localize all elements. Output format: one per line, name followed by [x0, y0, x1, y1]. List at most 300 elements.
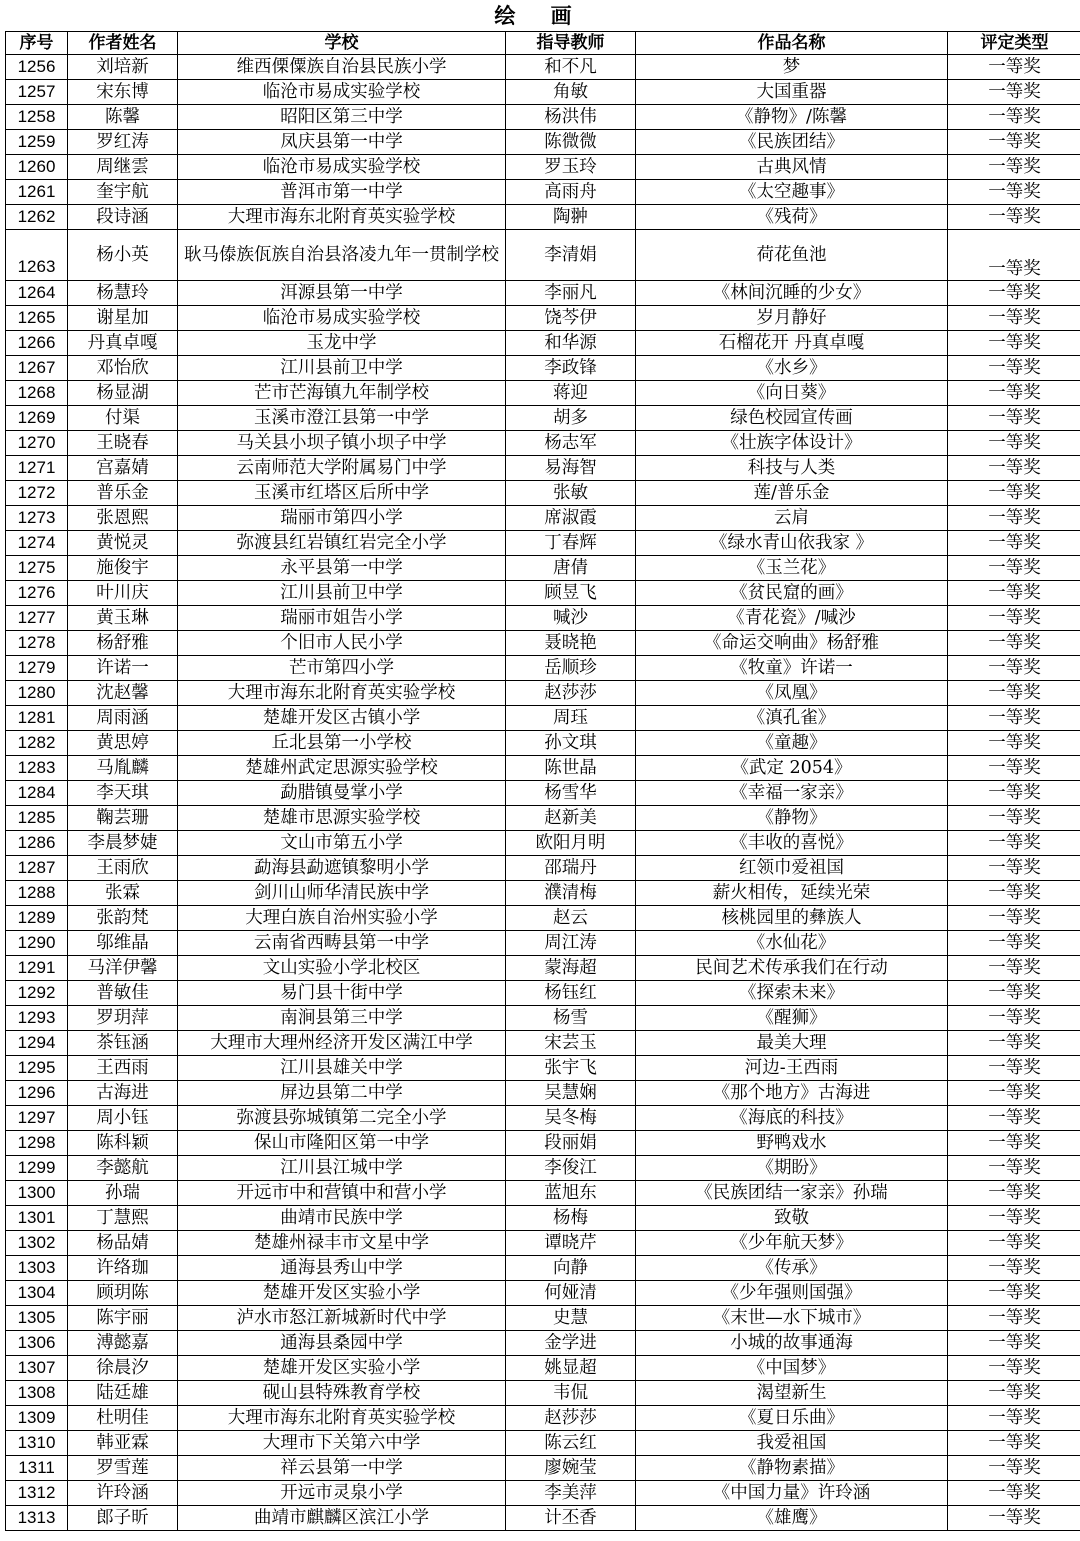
table-row — [6, 506, 1080, 531]
table-row — [6, 1381, 1080, 1406]
row-number: 1257 — [6, 80, 68, 105]
teacher-name: 段丽娟 — [506, 1131, 636, 1156]
row-number: 1301 — [6, 1206, 68, 1231]
work-title: 《那个地方》古海进 — [636, 1081, 948, 1106]
teacher-name: 陈微微 — [506, 130, 636, 155]
work-title: 绿色校园宣传画 — [636, 406, 948, 431]
work-title: 《期盼》 — [636, 1156, 948, 1181]
work-title: 《水乡》 — [636, 356, 948, 381]
table-row — [6, 756, 1080, 781]
school-name: 曲靖市麒麟区滨江小学 — [178, 1506, 506, 1531]
award-grade: 一等奖 — [948, 556, 1080, 581]
award-grade: 一等奖 — [948, 506, 1080, 531]
row-number: 1310 — [6, 1431, 68, 1456]
award-grade: 一等奖 — [948, 456, 1080, 481]
table-row — [6, 456, 1080, 481]
school-name: 大理市海东北附育英实验学校 — [178, 205, 506, 230]
teacher-name: 杨梅 — [506, 1206, 636, 1231]
work-title: 《幸福一家亲》 — [636, 781, 948, 806]
work-title: 渴望新生 — [636, 1381, 948, 1406]
row-number: 1284 — [6, 781, 68, 806]
row-number: 1283 — [6, 756, 68, 781]
school-name: 祥云县第一中学 — [178, 1456, 506, 1481]
school-name: 弥渡县红岩镇红岩完全小学 — [178, 531, 506, 556]
work-title: 大国重器 — [636, 80, 948, 105]
author-name: 孙瑞 — [68, 1181, 178, 1206]
award-grade: 一等奖 — [948, 606, 1080, 631]
teacher-name: 金学进 — [506, 1331, 636, 1356]
school-name: 江川县雄关中学 — [178, 1056, 506, 1081]
work-title: 《水仙花》 — [636, 931, 948, 956]
award-grade: 一等奖 — [948, 130, 1080, 155]
teacher-name: 杨洪伟 — [506, 105, 636, 130]
author-name: 罗红涛 — [68, 130, 178, 155]
author-name: 韩亚霖 — [68, 1431, 178, 1456]
author-name: 杨显湖 — [68, 381, 178, 406]
author-name: 杨品婧 — [68, 1231, 178, 1256]
author-name: 陈馨 — [68, 105, 178, 130]
row-number: 1263 — [6, 230, 68, 281]
school-name: 大理市海东北附育英实验学校 — [178, 1406, 506, 1431]
row-number: 1267 — [6, 356, 68, 381]
row-number: 1272 — [6, 481, 68, 506]
work-title: 野鸭戏水 — [636, 1131, 948, 1156]
author-name: 陈宇丽 — [68, 1306, 178, 1331]
work-title: 《凤凰》 — [636, 681, 948, 706]
author-name: 付渠 — [68, 406, 178, 431]
author-name: 顾玥陈 — [68, 1281, 178, 1306]
teacher-name: 李丽凡 — [506, 281, 636, 306]
award-grade: 一等奖 — [948, 956, 1080, 981]
table-row — [6, 230, 1080, 281]
award-grade: 一等奖 — [948, 230, 1080, 281]
work-title: 《少年航天梦》 — [636, 1231, 948, 1256]
work-title: 我爱祖国 — [636, 1431, 948, 1456]
work-title: 《绿水青山依我家 》 — [636, 531, 948, 556]
table-row — [6, 306, 1080, 331]
award-grade: 一等奖 — [948, 1381, 1080, 1406]
teacher-name: 赵云 — [506, 906, 636, 931]
work-title: 《传承》 — [636, 1256, 948, 1281]
author-name: 普乐金 — [68, 481, 178, 506]
header-row — [6, 32, 1080, 55]
author-name: 许玲涵 — [68, 1481, 178, 1506]
teacher-name: 杨雪 — [506, 1006, 636, 1031]
author-name: 李懿航 — [68, 1156, 178, 1181]
school-name: 南涧县第三中学 — [178, 1006, 506, 1031]
teacher-name: 张敏 — [506, 481, 636, 506]
work-title: 致敬 — [636, 1206, 948, 1231]
teacher-name: 周江涛 — [506, 931, 636, 956]
row-number: 1297 — [6, 1106, 68, 1131]
author-name: 许络珈 — [68, 1256, 178, 1281]
table-row — [6, 831, 1080, 856]
work-title: 《静物素描》 — [636, 1456, 948, 1481]
table-row — [6, 155, 1080, 180]
table-row — [6, 1181, 1080, 1206]
row-number: 1296 — [6, 1081, 68, 1106]
row-number: 1285 — [6, 806, 68, 831]
teacher-name: 顾昱飞 — [506, 581, 636, 606]
author-name: 王西雨 — [68, 1056, 178, 1081]
work-title: 《林间沉睡的少女》 — [636, 281, 948, 306]
award-grade: 一等奖 — [948, 731, 1080, 756]
work-title: 民间艺术传承我们在行动 — [636, 956, 948, 981]
teacher-name: 邵瑞丹 — [506, 856, 636, 881]
author-name: 王晓春 — [68, 431, 178, 456]
award-grade: 一等奖 — [948, 1256, 1080, 1281]
work-title: 《命运交响曲》杨舒雅 — [636, 631, 948, 656]
school-name: 凤庆县第一中学 — [178, 130, 506, 155]
author-name: 叶川庆 — [68, 581, 178, 606]
teacher-name: 席淑霞 — [506, 506, 636, 531]
author-name: 杜明佳 — [68, 1406, 178, 1431]
table-row — [6, 180, 1080, 205]
table-row — [6, 1081, 1080, 1106]
award-grade: 一等奖 — [948, 631, 1080, 656]
award-grade: 一等奖 — [948, 1331, 1080, 1356]
page-title: 绘 画 — [494, 4, 586, 28]
row-number: 1268 — [6, 381, 68, 406]
school-name: 云南省西畴县第一中学 — [178, 931, 506, 956]
school-name: 泸水市怒江新城新时代中学 — [178, 1306, 506, 1331]
row-number: 1313 — [6, 1506, 68, 1531]
work-title: 《夏日乐曲》 — [636, 1406, 948, 1431]
teacher-name: 蒙海超 — [506, 956, 636, 981]
teacher-name: 向静 — [506, 1256, 636, 1281]
award-grade: 一等奖 — [948, 856, 1080, 881]
teacher-name: 赵莎莎 — [506, 681, 636, 706]
author-name: 邬维晶 — [68, 931, 178, 956]
school-name: 玉溪市红塔区后所中学 — [178, 481, 506, 506]
work-title: 《童趣》 — [636, 731, 948, 756]
row-number: 1307 — [6, 1356, 68, 1381]
row-number: 1308 — [6, 1381, 68, 1406]
author-name: 王雨欣 — [68, 856, 178, 881]
author-name: 刘培新 — [68, 55, 178, 80]
school-name: 临沧市易成实验学校 — [178, 306, 506, 331]
author-name: 奎宇航 — [68, 180, 178, 205]
school-name: 文山市第五小学 — [178, 831, 506, 856]
table-row — [6, 80, 1080, 105]
work-title: 《滇孔雀》 — [636, 706, 948, 731]
row-number: 1302 — [6, 1231, 68, 1256]
author-name: 李天琪 — [68, 781, 178, 806]
author-name: 黄悦灵 — [68, 531, 178, 556]
school-name: 玉溪市澄江县第一中学 — [178, 406, 506, 431]
teacher-name: 吴冬梅 — [506, 1106, 636, 1131]
row-number: 1260 — [6, 155, 68, 180]
teacher-name: 濮清梅 — [506, 881, 636, 906]
table-row — [6, 1131, 1080, 1156]
header-cell-teacher: 指导教师 — [506, 32, 636, 55]
table-row — [6, 406, 1080, 431]
award-grade: 一等奖 — [948, 656, 1080, 681]
work-title: 石榴花开 丹真卓嘎 — [636, 331, 948, 356]
author-name: 古海进 — [68, 1081, 178, 1106]
work-title: 《青花瓷》/喊沙 — [636, 606, 948, 631]
table-row — [6, 1506, 1080, 1531]
award-grade: 一等奖 — [948, 1206, 1080, 1231]
row-number: 1292 — [6, 981, 68, 1006]
author-name: 段诗涵 — [68, 205, 178, 230]
author-name: 邓怡欣 — [68, 356, 178, 381]
table-row — [6, 706, 1080, 731]
teacher-name: 和华源 — [506, 331, 636, 356]
award-grade: 一等奖 — [948, 531, 1080, 556]
table-row — [6, 55, 1080, 80]
row-number: 1281 — [6, 706, 68, 731]
award-grade: 一等奖 — [948, 781, 1080, 806]
table-body — [6, 55, 1080, 1531]
table-row — [6, 481, 1080, 506]
teacher-name: 计丕香 — [506, 1506, 636, 1531]
row-number: 1274 — [6, 531, 68, 556]
teacher-name: 聂晓艳 — [506, 631, 636, 656]
award-grade: 一等奖 — [948, 931, 1080, 956]
row-number: 1275 — [6, 556, 68, 581]
work-title: 核桃园里的彝族人 — [636, 906, 948, 931]
teacher-name: 蒋迎 — [506, 381, 636, 406]
work-title: 红领巾爱祖国 — [636, 856, 948, 881]
row-number: 1306 — [6, 1331, 68, 1356]
award-grade: 一等奖 — [948, 1056, 1080, 1081]
work-title: 河边-王西雨 — [636, 1056, 948, 1081]
teacher-name: 陈云红 — [506, 1431, 636, 1456]
teacher-name: 罗玉玲 — [506, 155, 636, 180]
school-name: 楚雄开发区古镇小学 — [178, 706, 506, 731]
award-grade: 一等奖 — [948, 1431, 1080, 1456]
work-title: 《贫民窟的画》 — [636, 581, 948, 606]
award-grade: 一等奖 — [948, 1031, 1080, 1056]
work-title: 《残荷》 — [636, 205, 948, 230]
row-number: 1278 — [6, 631, 68, 656]
row-number: 1309 — [6, 1406, 68, 1431]
row-number: 1276 — [6, 581, 68, 606]
row-number: 1259 — [6, 130, 68, 155]
work-title: 《雄鹰》 — [636, 1506, 948, 1531]
table-row — [6, 1231, 1080, 1256]
award-grade: 一等奖 — [948, 806, 1080, 831]
award-grade: 一等奖 — [948, 1156, 1080, 1181]
work-title: 荷花鱼池 — [636, 230, 948, 281]
row-number: 1286 — [6, 831, 68, 856]
row-number: 1312 — [6, 1481, 68, 1506]
table-row — [6, 1306, 1080, 1331]
award-grade: 一等奖 — [948, 281, 1080, 306]
award-grade: 一等奖 — [948, 1131, 1080, 1156]
award-grade: 一等奖 — [948, 155, 1080, 180]
work-title: 《民族团结一家亲》孙瑞 — [636, 1181, 948, 1206]
school-name: 玉龙中学 — [178, 331, 506, 356]
school-name: 洱源县第一中学 — [178, 281, 506, 306]
work-title: 《探索未来》 — [636, 981, 948, 1006]
author-name: 张霖 — [68, 881, 178, 906]
header-cell-work-title: 作品名称 — [636, 32, 948, 55]
table-row — [6, 781, 1080, 806]
author-name: 茶钰涵 — [68, 1031, 178, 1056]
work-title: 《海底的科技》 — [636, 1106, 948, 1131]
work-title: 科技与人类 — [636, 456, 948, 481]
award-grade: 一等奖 — [948, 481, 1080, 506]
row-number: 1265 — [6, 306, 68, 331]
school-name: 楚雄市思源实验学校 — [178, 806, 506, 831]
table-row — [6, 1406, 1080, 1431]
table-row — [6, 1056, 1080, 1081]
teacher-name: 欧阳月明 — [506, 831, 636, 856]
award-grade: 一等奖 — [948, 706, 1080, 731]
school-name: 大理市大理州经济开发区满江中学 — [178, 1031, 506, 1056]
school-name: 剑川山师华清民族中学 — [178, 881, 506, 906]
row-number: 1273 — [6, 506, 68, 531]
school-name: 屏边县第二中学 — [178, 1081, 506, 1106]
award-grade: 一等奖 — [948, 381, 1080, 406]
table-row — [6, 856, 1080, 881]
row-number: 1270 — [6, 431, 68, 456]
author-name: 马洋伊馨 — [68, 956, 178, 981]
author-name: 周雨涵 — [68, 706, 178, 731]
work-title: 薪火相传，延续光荣 — [636, 881, 948, 906]
row-number: 1311 — [6, 1456, 68, 1481]
award-grade: 一等奖 — [948, 1356, 1080, 1381]
school-name: 永平县第一中学 — [178, 556, 506, 581]
teacher-name: 李俊江 — [506, 1156, 636, 1181]
award-grade: 一等奖 — [948, 1456, 1080, 1481]
table-row — [6, 606, 1080, 631]
school-name: 开远市中和营镇中和营小学 — [178, 1181, 506, 1206]
school-name: 临沧市易成实验学校 — [178, 80, 506, 105]
author-name: 罗玥萍 — [68, 1006, 178, 1031]
author-name: 杨舒雅 — [68, 631, 178, 656]
work-title: 《静物》/陈馨 — [636, 105, 948, 130]
school-name: 通海县桑园中学 — [178, 1331, 506, 1356]
author-name: 宋东博 — [68, 80, 178, 105]
school-name: 丘北县第一小学校 — [178, 731, 506, 756]
teacher-name: 和不凡 — [506, 55, 636, 80]
award-grade: 一等奖 — [948, 681, 1080, 706]
table-row — [6, 1481, 1080, 1506]
school-name: 曲靖市民族中学 — [178, 1206, 506, 1231]
table-row — [6, 1106, 1080, 1131]
work-title: 《民族团结》 — [636, 130, 948, 155]
header-cell-award: 评定类型 — [948, 32, 1080, 55]
row-number: 1293 — [6, 1006, 68, 1031]
school-name: 普洱市第一中学 — [178, 180, 506, 205]
table-row — [6, 205, 1080, 230]
header-cell-author: 作者姓名 — [68, 32, 178, 55]
table-row — [6, 1331, 1080, 1356]
row-number: 1294 — [6, 1031, 68, 1056]
table-row — [6, 1256, 1080, 1281]
teacher-name: 唐倩 — [506, 556, 636, 581]
school-name: 个旧市人民小学 — [178, 631, 506, 656]
school-name: 保山市隆阳区第一中学 — [178, 1131, 506, 1156]
teacher-name: 孙文琪 — [506, 731, 636, 756]
award-grade: 一等奖 — [948, 205, 1080, 230]
row-number: 1299 — [6, 1156, 68, 1181]
work-title: 云肩 — [636, 506, 948, 531]
row-number: 1298 — [6, 1131, 68, 1156]
school-name: 砚山县特殊教育学校 — [178, 1381, 506, 1406]
school-name: 大理市海东北附育英实验学校 — [178, 681, 506, 706]
table-row — [6, 906, 1080, 931]
author-name: 施俊宇 — [68, 556, 178, 581]
table-row — [6, 331, 1080, 356]
row-number: 1303 — [6, 1256, 68, 1281]
teacher-name: 谭晓芹 — [506, 1231, 636, 1256]
award-grade: 一等奖 — [948, 331, 1080, 356]
table-row — [6, 981, 1080, 1006]
award-grade: 一等奖 — [948, 105, 1080, 130]
table-row — [6, 1031, 1080, 1056]
author-name: 杨慧玲 — [68, 281, 178, 306]
author-name: 陈科颖 — [68, 1131, 178, 1156]
school-name: 勐海县勐遮镇黎明小学 — [178, 856, 506, 881]
table-row — [6, 1006, 1080, 1031]
award-grade: 一等奖 — [948, 581, 1080, 606]
teacher-name: 蓝旭东 — [506, 1181, 636, 1206]
author-name: 周继雲 — [68, 155, 178, 180]
row-number: 1295 — [6, 1056, 68, 1081]
row-number: 1288 — [6, 881, 68, 906]
award-grade: 一等奖 — [948, 881, 1080, 906]
school-name: 楚雄开发区实验小学 — [178, 1356, 506, 1381]
table-row — [6, 1456, 1080, 1481]
author-name: 丁慧熙 — [68, 1206, 178, 1231]
row-number: 1287 — [6, 856, 68, 881]
teacher-name: 杨钰红 — [506, 981, 636, 1006]
award-grade: 一等奖 — [948, 756, 1080, 781]
work-title: 《向日葵》 — [636, 381, 948, 406]
author-name: 周小钰 — [68, 1106, 178, 1131]
work-title: 古典风情 — [636, 155, 948, 180]
teacher-name: 高雨舟 — [506, 180, 636, 205]
work-title: 《武定 2054》 — [636, 756, 948, 781]
table-row — [6, 881, 1080, 906]
author-name: 谢星加 — [68, 306, 178, 331]
author-name: 沈赵馨 — [68, 681, 178, 706]
teacher-name: 宋芸玉 — [506, 1031, 636, 1056]
teacher-name: 易海智 — [506, 456, 636, 481]
teacher-name: 岳顺珍 — [506, 656, 636, 681]
award-grade: 一等奖 — [948, 431, 1080, 456]
school-name: 楚雄州禄丰市文星中学 — [178, 1231, 506, 1256]
teacher-name: 史慧 — [506, 1306, 636, 1331]
row-number: 1280 — [6, 681, 68, 706]
author-name: 丹真卓嘎 — [68, 331, 178, 356]
author-name: 黄思婷 — [68, 731, 178, 756]
work-title: 梦 — [636, 55, 948, 80]
table-row — [6, 105, 1080, 130]
award-grade: 一等奖 — [948, 356, 1080, 381]
author-name: 李晨梦婕 — [68, 831, 178, 856]
work-title: 岁月静好 — [636, 306, 948, 331]
teacher-name: 周珏 — [506, 706, 636, 731]
row-number: 1300 — [6, 1181, 68, 1206]
award-grade: 一等奖 — [948, 1506, 1080, 1531]
teacher-name: 胡多 — [506, 406, 636, 431]
work-title: 《少年强则国强》 — [636, 1281, 948, 1306]
row-number: 1261 — [6, 180, 68, 205]
teacher-name: 吴慧娴 — [506, 1081, 636, 1106]
author-name: 罗雪莲 — [68, 1456, 178, 1481]
row-number: 1269 — [6, 406, 68, 431]
teacher-name: 韦侃 — [506, 1381, 636, 1406]
teacher-name: 陶翀 — [506, 205, 636, 230]
school-name: 大理市下关第六中学 — [178, 1431, 506, 1456]
teacher-name: 喊沙 — [506, 606, 636, 631]
row-number: 1289 — [6, 906, 68, 931]
